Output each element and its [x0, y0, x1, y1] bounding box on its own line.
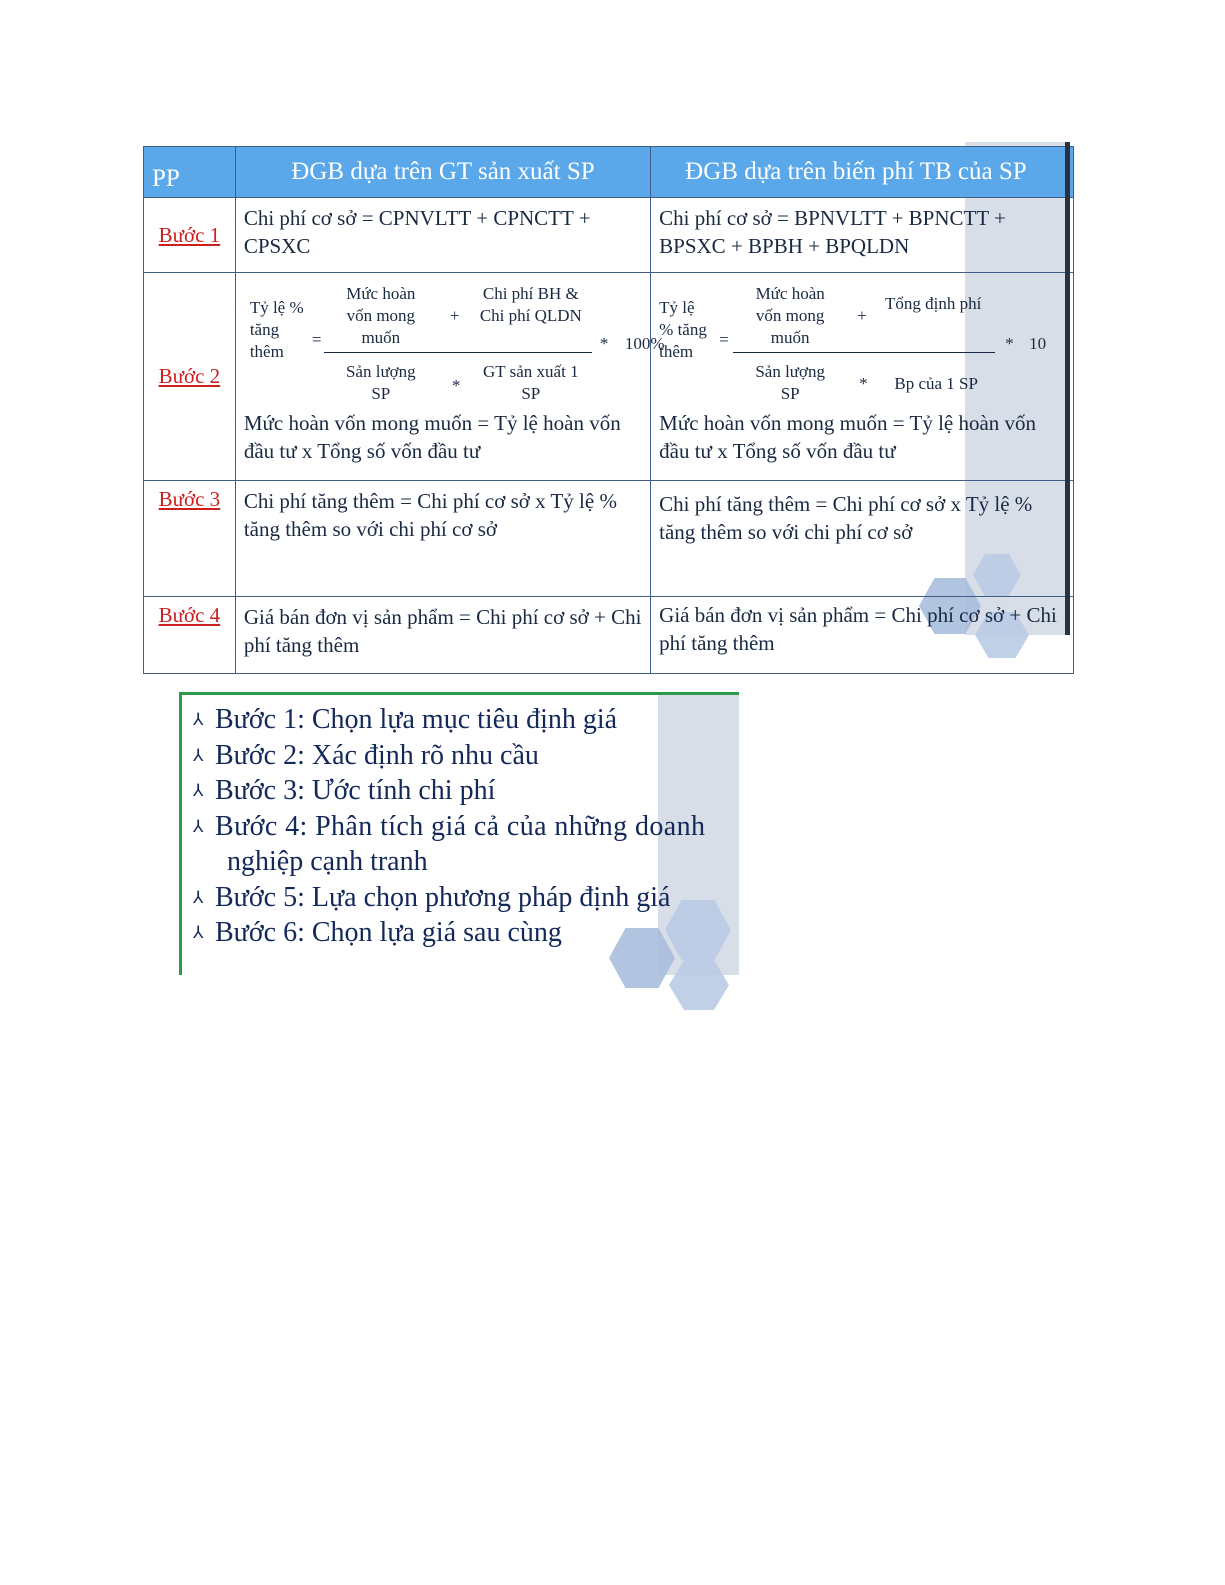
formula-times: * [859, 374, 868, 393]
list-item-text: Bước 1: Chọn lựa mục tiêu định giá [215, 704, 618, 735]
pricing-method-table-slide [143, 142, 1074, 657]
step-label: Bước 1 [158, 222, 221, 247]
step-label: Bước 2 [158, 364, 221, 388]
table-row [144, 597, 1074, 674]
fraction-bar [324, 352, 592, 353]
bullet-icon: ⅄ [193, 781, 204, 800]
list-item [193, 738, 733, 774]
formula-equals: = [719, 330, 729, 349]
formula-label: Tỷ lệ % tăng thêm [659, 298, 707, 361]
bullet-icon: ⅄ [193, 745, 204, 765]
step-cell [144, 198, 236, 273]
step-cell [144, 481, 236, 597]
step2-col1 [235, 273, 665, 481]
step3-col2: Chi phí tăng thêm = Chi phí cơ sở x Tỷ lệ % tăng thêm so với chi phí cơ sở [651, 481, 1074, 597]
step-cell [144, 273, 236, 481]
list-item-text: Bước 6: Chọn lựa giá sau cùng [215, 917, 562, 948]
markup-formula [659, 277, 1065, 409]
list-item-text: Bước 4: Phân tích giá cả của những doanh [215, 810, 706, 842]
step1-col2: Chi phí cơ sở = BPNVLTT + BPNCTT + BPSXC + BPBH + BPQLDN [651, 198, 1074, 273]
formula-num-a: Mức hoàn vốn mong muốn [755, 284, 825, 347]
bullet-icon: ⅄ [193, 710, 204, 729]
formula-num-b: Tổng định phí [884, 294, 982, 313]
table-row [144, 198, 1074, 273]
formula-multiply: * [599, 334, 609, 353]
step4-col1: Giá bán đơn vị sản phẩm = Chi phí cơ sở + Chi phí tăng thêm [235, 597, 650, 674]
step4-col2: Giá bán đơn vị sản phẩm = Chi phí cơ sở + Chi phí tăng thêm [651, 597, 1074, 674]
formula-multiply: * [1005, 334, 1014, 353]
slide-top-border [179, 692, 739, 695]
formula-label: Tỷ lệ % tăng thêm [249, 298, 304, 361]
step1-col1: Chi phí cơ sở = CPNVLTT + CPNCTT + CPSXC [235, 198, 650, 273]
formula-den-a: Sản lượng SP [345, 362, 416, 403]
bullet-icon: ⅄ [193, 816, 204, 836]
formula-den-b: Bp của 1 SP [894, 374, 978, 393]
table-row [144, 481, 1074, 597]
list-item-text: Bước 5: Lựa chọn phương pháp định giá [215, 881, 671, 913]
list-item [193, 880, 733, 916]
slide-edge [1065, 142, 1070, 635]
list-item-text: Bước 2: Xác định rõ nhu cầu [215, 739, 539, 771]
list-item-continuation: nghiệp cạnh tranh [227, 846, 428, 877]
step-label: Bước 3 [158, 487, 221, 511]
step2-col2 [651, 273, 1074, 481]
list-item [193, 702, 733, 738]
fraction-bar [733, 352, 995, 353]
header-production-value: ĐGB dựa trên GT sản xuất SP [235, 147, 650, 198]
step-label: Bước 4 [158, 603, 221, 627]
formula-num-b: Chi phí BH & Chi phí QLDN [479, 284, 582, 325]
formula-note: Mức hoàn vốn mong muốn = Tỷ lệ hoàn vốn đầu tư x Tổng số vốn đầu tư [659, 411, 1037, 463]
formula-equals: = [311, 330, 322, 349]
formula-times: * [451, 376, 461, 395]
list-item [193, 773, 733, 809]
pricing-steps-slide [179, 692, 739, 975]
list-item [193, 809, 733, 880]
formula-den-a: Sản lượng SP [755, 362, 825, 403]
step3-col1: Chi phí tăng thêm = Chi phí cơ sở x Tỷ lệ % tăng thêm so với chi phí cơ sở [235, 481, 650, 597]
step-cell [144, 597, 236, 674]
formula-note: Mức hoàn vốn mong muốn = Tỷ lệ hoàn vốn đầu tư x Tổng số vốn đầu tư [243, 411, 621, 463]
formula-plus: + [449, 306, 460, 325]
header-variable-cost: ĐGB dựa trên biến phí TB của SP [651, 147, 1074, 198]
markup-formula [244, 277, 665, 409]
header-pp: PP [144, 147, 236, 198]
list-item [193, 915, 733, 951]
formula-den-b: GT sản xuất 1 SP [483, 362, 579, 403]
slide-left-border [179, 692, 182, 975]
formula-plus: + [857, 306, 867, 325]
table-row [144, 273, 1074, 481]
bullet-icon: ⅄ [193, 887, 204, 907]
pricing-steps-list [193, 702, 733, 951]
pricing-steps-table [143, 146, 1074, 674]
formula-percent: 100% [624, 334, 665, 353]
list-item-text: Bước 3: Ước tính chi phí [215, 775, 496, 806]
bullet-icon: ⅄ [193, 923, 204, 942]
formula-percent: 10 [1029, 334, 1047, 353]
formula-num-a: Mức hoàn vốn mong muốn [346, 284, 416, 347]
